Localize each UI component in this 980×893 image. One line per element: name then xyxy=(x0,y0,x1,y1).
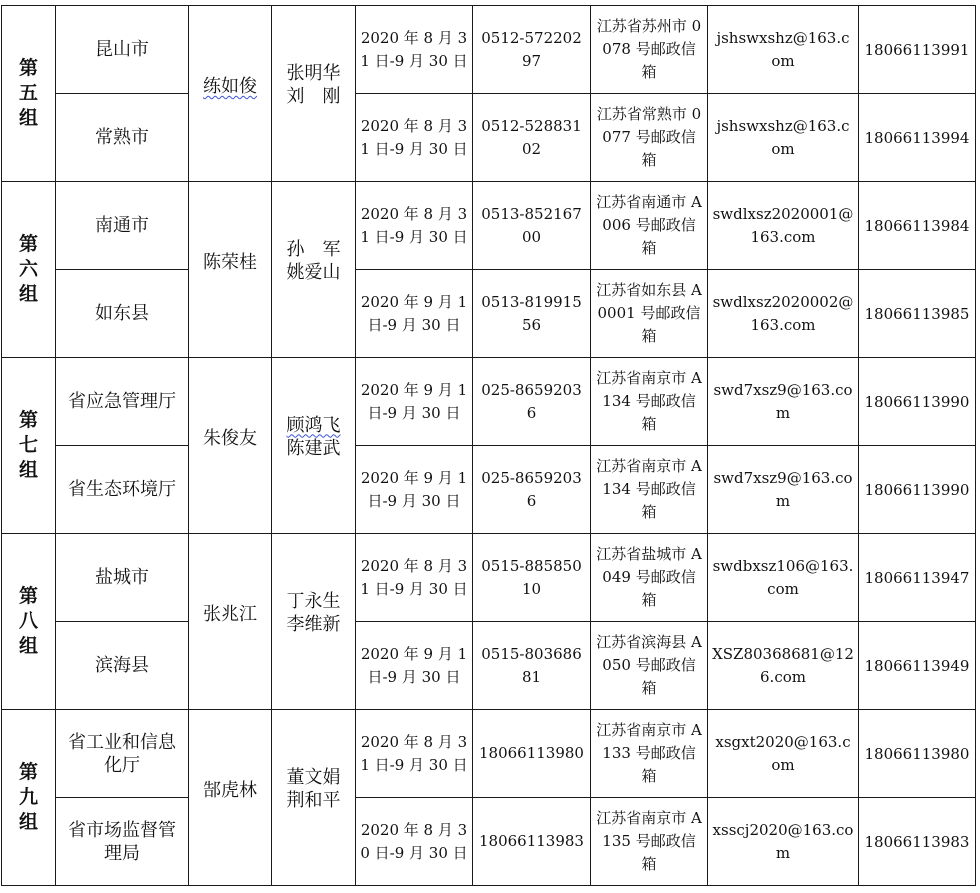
group-name-char: 八 xyxy=(18,610,38,632)
mailbox-cell: 江苏省南京市 A135 号邮政信箱 xyxy=(591,798,708,886)
mailbox-cell: 江苏省南通市 A006 号邮政信箱 xyxy=(591,182,708,270)
phone-cell: 0512-57220297 xyxy=(473,6,591,94)
email-cell: xsscj2020@163.com xyxy=(708,798,859,886)
period-cell: 2020 年 8 月 31 日-9 月 30 日 xyxy=(356,182,473,270)
mailbox-cell: 江苏省盐城市 A049 号邮政信箱 xyxy=(591,534,708,622)
mailbox-cell: 江苏省南京市 A133 号邮政信箱 xyxy=(591,710,708,798)
member-name: 李维新 xyxy=(286,613,341,635)
group-members xyxy=(272,534,356,710)
group-name-char: 第 xyxy=(18,57,38,79)
unit-cell: 如东县 xyxy=(56,270,189,358)
table-row xyxy=(2,6,976,94)
email-cell: jshswxshz@163.com xyxy=(708,94,859,182)
group-name-char: 七 xyxy=(18,434,38,456)
group-name-char: 第 xyxy=(18,233,38,255)
phone-cell: 0515-88585010 xyxy=(473,534,591,622)
member-name: 董文娟 xyxy=(286,766,341,788)
unit-cell: 省生态环境厅 xyxy=(56,446,189,534)
period-cell: 2020 年 8 月 30 日-9 月 30 日 xyxy=(356,798,473,886)
group-members xyxy=(272,182,356,358)
group-name xyxy=(2,6,56,182)
email-cell: swdbxsz106@163.com xyxy=(708,534,859,622)
mailbox-cell: 江苏省南京市 A134 号邮政信箱 xyxy=(591,446,708,534)
period-cell: 2020 年 9 月 1 日-9 月 30 日 xyxy=(356,622,473,710)
group-leader xyxy=(189,6,272,182)
mailbox-cell: 江苏省苏州市 0078 号邮政信箱 xyxy=(591,6,708,94)
group-name-char: 组 xyxy=(18,811,38,833)
phone-cell: 025-86592036 xyxy=(473,446,591,534)
member-name: 丁永生 xyxy=(286,590,341,612)
unit-cell: 省应急管理厅 xyxy=(56,358,189,446)
group-name-char: 组 xyxy=(18,635,38,657)
unit-cell: 滨海县 xyxy=(56,622,189,710)
phone-cell: 0513-81991556 xyxy=(473,270,591,358)
group-name-char: 组 xyxy=(18,283,38,305)
group-leader xyxy=(189,534,272,710)
group-name xyxy=(2,710,56,886)
table-row xyxy=(2,270,976,358)
mobile-cell: 18066113947 xyxy=(859,534,976,622)
group-leader-name: 练如俊 xyxy=(203,76,257,97)
member-name: 荆和平 xyxy=(286,789,341,811)
mobile-cell: 18066113991 xyxy=(859,6,976,94)
group-members xyxy=(272,358,356,534)
group-leader xyxy=(189,182,272,358)
group-name-char: 组 xyxy=(18,107,38,129)
period-cell: 2020 年 8 月 31 日-9 月 30 日 xyxy=(356,710,473,798)
email-cell: swd7xsz9@163.com xyxy=(708,358,859,446)
period-cell: 2020 年 9 月 1 日-9 月 30 日 xyxy=(356,270,473,358)
table-row xyxy=(2,94,976,182)
group-name-char: 第 xyxy=(18,761,38,783)
member-name: 孙 军 xyxy=(286,238,341,260)
member-name: 顾鸿飞 xyxy=(286,414,341,436)
table-row xyxy=(2,710,976,798)
email-cell: swdlxsz2020002@163.com xyxy=(708,270,859,358)
period-cell: 2020 年 8 月 31 日-9 月 30 日 xyxy=(356,94,473,182)
unit-cell: 南通市 xyxy=(56,182,189,270)
phone-cell: 0515-80368681 xyxy=(473,622,591,710)
table-body xyxy=(2,6,976,886)
group-members xyxy=(272,6,356,182)
group-name xyxy=(2,182,56,358)
group-leader-name: 张兆江 xyxy=(203,604,257,625)
mobile-cell: 18066113994 xyxy=(859,94,976,182)
phone-cell: 18066113980 xyxy=(473,710,591,798)
group-leader-name: 朱俊友 xyxy=(203,428,257,449)
group-members xyxy=(272,710,356,886)
group-name xyxy=(2,534,56,710)
phone-cell: 025-86592036 xyxy=(473,358,591,446)
email-cell: jshswxshz@163.com xyxy=(708,6,859,94)
email-cell: swdlxsz2020001@163.com xyxy=(708,182,859,270)
phone-cell: 0512-52883102 xyxy=(473,94,591,182)
inspection-group-table xyxy=(1,5,976,886)
group-name-char: 组 xyxy=(18,459,38,481)
group-name-char: 五 xyxy=(18,82,38,104)
group-name-char: 九 xyxy=(18,786,38,808)
email-cell: xsgxt2020@163.com xyxy=(708,710,859,798)
mailbox-cell: 江苏省如东县 A0001 号邮政信箱 xyxy=(591,270,708,358)
email-cell: swd7xsz9@163.com xyxy=(708,446,859,534)
unit-cell: 常熟市 xyxy=(56,94,189,182)
group-leader xyxy=(189,358,272,534)
group-leader-name: 郜虎林 xyxy=(203,780,257,801)
group-name-char: 六 xyxy=(18,258,38,280)
period-cell: 2020 年 8 月 31 日-9 月 30 日 xyxy=(356,534,473,622)
mobile-cell: 18066113985 xyxy=(859,270,976,358)
mobile-cell: 18066113980 xyxy=(859,710,976,798)
period-cell: 2020 年 8 月 31 日-9 月 30 日 xyxy=(356,6,473,94)
table-row xyxy=(2,358,976,446)
table-row xyxy=(2,622,976,710)
member-name: 刘 刚 xyxy=(286,85,341,107)
unit-cell: 昆山市 xyxy=(56,6,189,94)
member-name: 陈建武 xyxy=(286,437,341,459)
member-name: 姚爱山 xyxy=(286,261,341,283)
table-row xyxy=(2,534,976,622)
group-name-char: 第 xyxy=(18,409,38,431)
phone-cell: 0513-85216700 xyxy=(473,182,591,270)
table-row xyxy=(2,182,976,270)
unit-cell: 省市场监督管理局 xyxy=(56,798,189,886)
group-name-char: 第 xyxy=(18,585,38,607)
group-leader xyxy=(189,710,272,886)
email-cell: XSZ80368681@126.com xyxy=(708,622,859,710)
period-cell: 2020 年 9 月 1 日-9 月 30 日 xyxy=(356,358,473,446)
mailbox-cell: 江苏省滨海县 A050 号邮政信箱 xyxy=(591,622,708,710)
mailbox-cell: 江苏省南京市 A134 号邮政信箱 xyxy=(591,358,708,446)
table-row xyxy=(2,446,976,534)
mobile-cell: 18066113949 xyxy=(859,622,976,710)
unit-cell: 盐城市 xyxy=(56,534,189,622)
mailbox-cell: 江苏省常熟市 0077 号邮政信箱 xyxy=(591,94,708,182)
member-name: 张明华 xyxy=(286,62,341,84)
table-row xyxy=(2,798,976,886)
group-leader-name: 陈荣桂 xyxy=(203,252,257,273)
group-name xyxy=(2,358,56,534)
unit-cell: 省工业和信息化厅 xyxy=(56,710,189,798)
mobile-cell: 18066113990 xyxy=(859,358,976,446)
mobile-cell: 18066113984 xyxy=(859,182,976,270)
mobile-cell: 18066113983 xyxy=(859,798,976,886)
phone-cell: 18066113983 xyxy=(473,798,591,886)
period-cell: 2020 年 9 月 1 日-9 月 30 日 xyxy=(356,446,473,534)
mobile-cell: 18066113990 xyxy=(859,446,976,534)
